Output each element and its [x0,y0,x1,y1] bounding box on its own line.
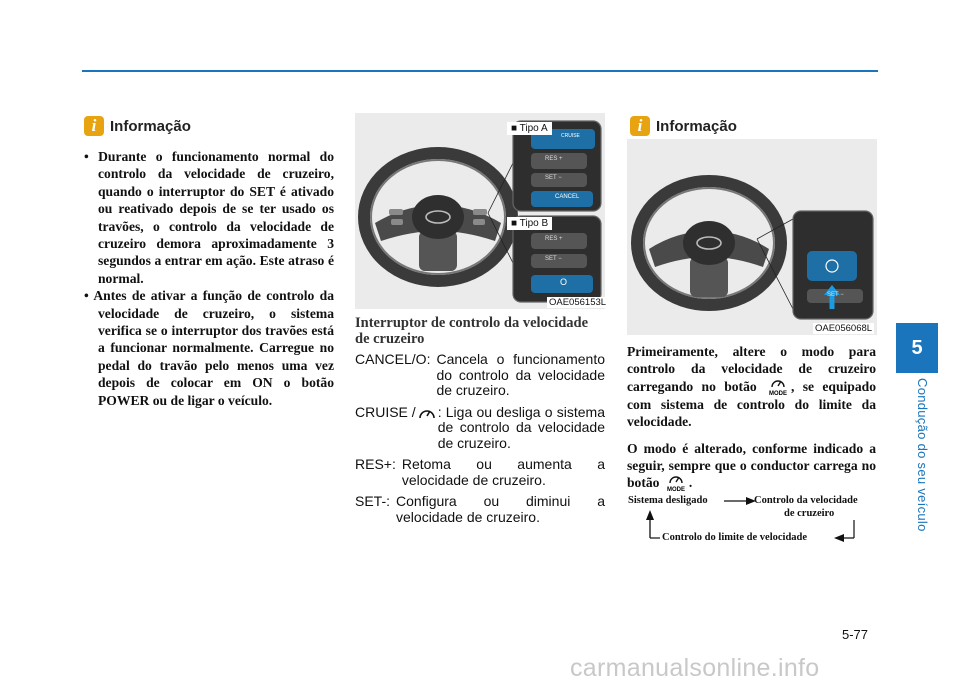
definition-term: CRUISE / [355,403,416,420]
mode-limit-label: Controlo do limite de velocidade [662,532,808,543]
mode-cruise-label-1: Controlo da velocidade [754,495,858,506]
info-title: Informação [110,117,191,135]
type-a-label: ■ Tipo A [507,122,552,135]
header-rule [82,70,878,72]
o-button-label: O [560,277,568,287]
section-title: Interruptor de controlo da velocidade de cruzeiro [355,315,589,347]
paragraph-text: O modo é alterado, conforme indicado a seguir, sempre que o conductor carrega no botão [627,440,876,491]
paragraph-text: Primeiramente, altere o modo para controlo da velocidade de cruzeiro carregando no botão [627,344,876,394]
definition-row [355,405,605,452]
mode-cruise-label-2: de cruzeiro [784,508,835,519]
definition-term: CANCEL/O: [355,351,431,367]
mode-label: MODE [769,390,787,396]
steering-wheel-illustration [627,139,877,335]
definition-row [355,457,605,488]
definition-row [355,352,605,399]
info-heading-right [630,116,737,136]
info-bullet: • Durante o funcionamento normal do controlo da velocidade de cruzeiro, quando o interruptor do SET é ativado ou reativado depois de se ter usado os travões, o controlo da velocidade de cruzeiro demora aproximadamente 3 segundos a entrar em ação. Este atraso é normal. [84,148,334,287]
mode-paragraph-1 [627,343,876,431]
watermark: carmanualsonline.info [570,654,820,682]
info-bullet: • Antes de ativar a função de controlo da velocidade de cruzeiro, o sistema verifica se o interruptor dos travões está a funcionar normalmente. Carregue no pedal do travão pelo menos uma vez depois de colocar em ON o botão POWER ou de ligar o veículo. [84,287,334,409]
definition-term: SET-: [355,493,391,509]
page-number: 5-77 [842,627,869,642]
steering-wheel-figure [355,113,605,309]
res-button-label-b: RES + [545,236,563,242]
mode-off-label: Sistema desligado [628,495,708,506]
steering-wheel-illustration [355,113,605,309]
definition-desc: : Liga ou desliga o sistema de controlo da velocidade de cruzeiro. [437,403,605,451]
chapter-number-tab: 5 [896,323,938,373]
type-b-label: ■ Tipo B [507,217,552,230]
chapter-title: Condução do seu veículo [915,378,930,532]
mode-button-icon [765,378,791,396]
set-button-label-b: SET − [545,256,562,262]
info-right-body [627,343,876,501]
mode-cycle-diagram [626,490,881,550]
set-button-label-a: SET − [545,175,562,181]
mode-button-figure [627,139,877,335]
figure-code: OAE056153L [549,297,607,308]
definition-term: RES+: [355,456,396,472]
switch-definitions [355,352,605,531]
cruise-speedometer-icon [418,405,436,452]
mode-paragraph-2 [627,440,876,493]
res-button-label-a: RES + [545,156,563,162]
definition-desc: Retoma ou aumenta a velocidade de cruzeiro. [401,456,605,488]
info-heading-left [84,116,191,136]
paragraph-text: , se equipado com sistema de controlo do limite da velocidade. [627,378,877,430]
mode-label: MODE [666,487,685,493]
info-left-body [84,148,334,409]
cruise-button-label: CRUISE [561,133,580,139]
definition-desc: Configura ou diminui a velocidade de cruzeiro. [396,493,605,525]
figure-code: OAE056068L [815,323,873,334]
cancel-button-label: CANCEL [555,194,580,200]
info-title: Informação [656,117,737,135]
info-icon: i [630,116,650,136]
info-icon: i [84,116,104,136]
definition-row [355,494,605,525]
set-button-label: SET − [827,292,844,298]
paragraph-text: . [688,475,693,491]
definition-desc: Cancela o funcionamento do controlo da velocidade de cruzeiro. [436,351,605,398]
